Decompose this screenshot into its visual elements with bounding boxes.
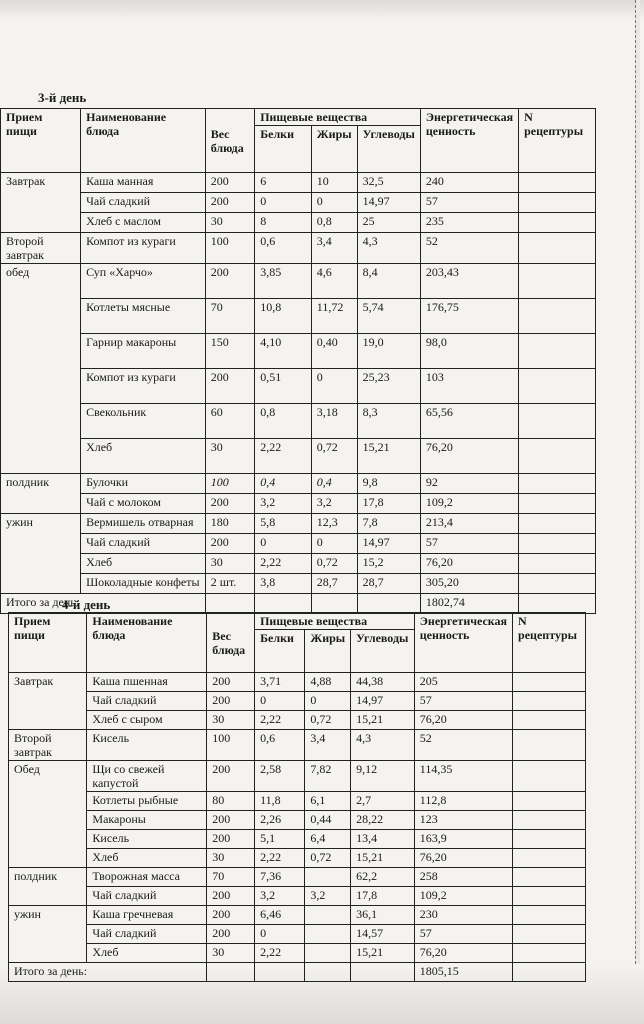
protein-value: 2,22 <box>255 711 305 730</box>
fat-value: 0,72 <box>311 439 357 474</box>
dish-weight: 100 <box>207 730 255 761</box>
protein-value: 0,6 <box>255 233 312 264</box>
carbs-value: 15,21 <box>351 849 415 868</box>
fat-value: 3,4 <box>311 233 357 264</box>
energy-value: 65,56 <box>420 404 518 439</box>
fat-value: 11,72 <box>311 299 357 334</box>
header-recipe: N рецептуры <box>519 109 596 173</box>
day-3-title: 3-й день <box>38 90 87 105</box>
carbs-value: 28,22 <box>351 811 415 830</box>
energy-value: 52 <box>414 730 512 761</box>
carbs-value: 15,21 <box>357 439 420 474</box>
protein-value: 5,1 <box>255 830 305 849</box>
carbs-value: 44,38 <box>351 673 415 692</box>
fat-value: 6,1 <box>305 792 351 811</box>
carbs-value: 7,8 <box>357 514 420 534</box>
fat-value: 3,18 <box>311 404 357 439</box>
table-row <box>1 299 596 334</box>
recipe-number <box>519 369 596 404</box>
energy-value: 163,9 <box>414 830 512 849</box>
protein-value: 0,4 <box>255 474 312 494</box>
table-row <box>9 944 586 963</box>
dish-name: Булочки <box>81 474 206 494</box>
dish-name: Чай сладкий <box>87 887 207 906</box>
energy-value: 98,0 <box>420 334 518 369</box>
dish-weight: 80 <box>207 792 255 811</box>
fat-value: 0,44 <box>305 811 351 830</box>
dish-name: Свекольник <box>81 404 206 439</box>
carbs-value: 14,97 <box>351 692 415 711</box>
meal-name: Обед <box>9 761 87 868</box>
protein-value: 0,8 <box>255 404 312 439</box>
carbs-value: 32,5 <box>357 173 420 193</box>
dish-weight: 200 <box>205 173 254 193</box>
energy-value: 76,20 <box>414 849 512 868</box>
dish-name: Гарнир макароны <box>81 334 206 369</box>
carbs-value: 62,2 <box>351 868 415 887</box>
meal-name: обед <box>1 264 81 474</box>
dish-name: Хлеб с сыром <box>87 711 207 730</box>
energy-value: 205 <box>414 673 512 692</box>
recipe-number <box>513 906 586 925</box>
recipe-number <box>513 711 586 730</box>
dish-name: Каша пшенная <box>87 673 207 692</box>
header-meal: Прием пищи <box>9 613 87 673</box>
dish-name: Суп «Харчо» <box>81 264 206 299</box>
protein-value: 8 <box>255 213 312 233</box>
protein-value: 3,85 <box>255 264 312 299</box>
table-row <box>9 887 586 906</box>
dish-name: Компот из кураги <box>81 233 206 264</box>
total-energy: 1802,74 <box>420 594 518 614</box>
carbs-value: 17,8 <box>351 887 415 906</box>
fat-value: 0,4 <box>311 474 357 494</box>
recipe-number <box>513 730 586 761</box>
protein-value: 6 <box>255 173 312 193</box>
fat-value: 4,6 <box>311 264 357 299</box>
protein-value: 0,51 <box>255 369 312 404</box>
energy-value: 92 <box>420 474 518 494</box>
recipe-number <box>519 193 596 213</box>
table-row <box>9 692 586 711</box>
energy-value: 57 <box>420 534 518 554</box>
recipe-number <box>513 830 586 849</box>
empty-cell <box>305 963 351 982</box>
dish-weight: 30 <box>207 711 255 730</box>
table-row <box>1 514 596 534</box>
energy-value: 109,2 <box>414 887 512 906</box>
page-top-shadow <box>0 0 644 20</box>
table-row <box>1 334 596 369</box>
dish-name: Каша гречневая <box>87 906 207 925</box>
empty-cell <box>357 594 420 614</box>
energy-value: 203,43 <box>420 264 518 299</box>
header-protein: Белки <box>255 126 312 173</box>
total-row <box>9 963 586 982</box>
energy-value: 76,20 <box>420 439 518 474</box>
table-row <box>1 494 596 514</box>
protein-value: 11,8 <box>255 792 305 811</box>
table-row <box>1 439 596 474</box>
dish-weight: 200 <box>207 692 255 711</box>
empty-cell <box>255 594 312 614</box>
carbs-value: 2,7 <box>351 792 415 811</box>
meal-name: Второй завтрак <box>1 233 81 264</box>
recipe-number <box>513 849 586 868</box>
recipe-number <box>519 474 596 494</box>
energy-value: 112,8 <box>414 792 512 811</box>
energy-value: 240 <box>420 173 518 193</box>
day-3-menu-table <box>0 108 596 614</box>
header-energy: Энергетическая ценность <box>414 613 512 673</box>
recipe-number <box>519 574 596 594</box>
protein-value: 2,22 <box>255 849 305 868</box>
dish-name: Макароны <box>87 811 207 830</box>
table-row <box>1 574 596 594</box>
recipe-number <box>513 925 586 944</box>
table-row <box>1 534 596 554</box>
carbs-value: 15,21 <box>351 944 415 963</box>
carbs-value: 14,57 <box>351 925 415 944</box>
dish-name: Чай сладкий <box>87 925 207 944</box>
dish-weight: 30 <box>205 213 254 233</box>
dish-name: Чай сладкий <box>87 692 207 711</box>
carbs-value: 9,12 <box>351 761 415 792</box>
table-row <box>9 711 586 730</box>
table-row <box>1 264 596 299</box>
table-row <box>1 554 596 574</box>
fat-value: 4,88 <box>305 673 351 692</box>
header-dish: Наименование блюда <box>87 613 207 673</box>
protein-value: 3,2 <box>255 887 305 906</box>
protein-value: 10,8 <box>255 299 312 334</box>
header-row <box>9 613 586 630</box>
protein-value: 3,8 <box>255 574 312 594</box>
recipe-number <box>519 173 596 193</box>
carbs-value: 14,97 <box>357 534 420 554</box>
table-row <box>9 761 586 792</box>
meal-name: Завтрак <box>1 173 81 233</box>
protein-value: 6,46 <box>255 906 305 925</box>
table-row <box>1 233 596 264</box>
dish-name: Чай сладкий <box>81 534 206 554</box>
recipe-number <box>513 673 586 692</box>
recipe-number <box>519 213 596 233</box>
table-row <box>9 673 586 692</box>
recipe-number <box>519 534 596 554</box>
energy-value: 213,4 <box>420 514 518 534</box>
carbs-value: 5,74 <box>357 299 420 334</box>
table-row <box>9 792 586 811</box>
dish-name: Чай сладкий <box>81 193 206 213</box>
day-4-menu-table <box>8 612 586 982</box>
energy-value: 258 <box>414 868 512 887</box>
carbs-value: 4,3 <box>351 730 415 761</box>
table-row <box>9 830 586 849</box>
protein-value: 0 <box>255 925 305 944</box>
dish-weight: 200 <box>205 369 254 404</box>
header-nutrients: Пищевые вещества <box>255 109 421 126</box>
protein-value: 2,22 <box>255 439 312 474</box>
protein-value: 5,8 <box>255 514 312 534</box>
protein-value: 3,71 <box>255 673 305 692</box>
carbs-value: 25 <box>357 213 420 233</box>
recipe-number <box>513 692 586 711</box>
dish-weight: 30 <box>205 439 254 474</box>
header-protein: Белки <box>255 630 305 673</box>
fat-value: 0,40 <box>311 334 357 369</box>
carbs-value: 9,8 <box>357 474 420 494</box>
energy-value: 57 <box>420 193 518 213</box>
energy-value: 76,20 <box>414 944 512 963</box>
dish-weight: 200 <box>207 673 255 692</box>
fat-value: 0,72 <box>311 554 357 574</box>
meal-name: Второй завтрак <box>9 730 87 761</box>
header-energy: Энергетическая ценность <box>420 109 518 173</box>
dish-name: Шоколадные конфеты <box>81 574 206 594</box>
fat-value: 0 <box>311 369 357 404</box>
fat-value: 3,2 <box>311 494 357 514</box>
dish-name: Каша манная <box>81 173 206 193</box>
total-energy: 1805,15 <box>414 963 512 982</box>
energy-value: 57 <box>414 692 512 711</box>
total-label: Итого за день: <box>9 963 207 982</box>
dish-name: Творожная масса <box>87 868 207 887</box>
energy-value: 176,75 <box>420 299 518 334</box>
protein-value: 0 <box>255 692 305 711</box>
empty-cell <box>351 963 415 982</box>
dish-name: Хлеб <box>87 849 207 868</box>
meal-name: полдник <box>1 474 81 514</box>
header-carbs: Углеводы <box>357 126 420 173</box>
recipe-number <box>519 404 596 439</box>
energy-value: 76,20 <box>414 711 512 730</box>
dish-name: Компот из кураги <box>81 369 206 404</box>
recipe-number <box>519 334 596 369</box>
fat-value: 0 <box>311 534 357 554</box>
total-label: Итого за день: <box>1 594 206 614</box>
table-row <box>9 849 586 868</box>
recipe-number <box>513 868 586 887</box>
dish-name: Хлеб <box>81 439 206 474</box>
protein-value: 3,2 <box>255 494 312 514</box>
protein-value: 0 <box>255 193 312 213</box>
dish-name: Кисель <box>87 730 207 761</box>
fat-value: 3,4 <box>305 730 351 761</box>
dish-weight: 200 <box>205 193 254 213</box>
empty-cell <box>255 963 305 982</box>
protein-value: 2,58 <box>255 761 305 792</box>
recipe-number <box>519 439 596 474</box>
dish-name: Хлеб <box>81 554 206 574</box>
empty-cell <box>311 594 357 614</box>
dish-weight: 100 <box>205 233 254 264</box>
header-row <box>1 109 596 126</box>
fat-value: 12,3 <box>311 514 357 534</box>
dish-weight: 200 <box>207 906 255 925</box>
recipe-number <box>513 792 586 811</box>
dish-weight: 200 <box>207 925 255 944</box>
carbs-value: 15,2 <box>357 554 420 574</box>
table-row <box>1 193 596 213</box>
carbs-value: 17,8 <box>357 494 420 514</box>
page-edge <box>635 0 640 1024</box>
table-row <box>9 811 586 830</box>
fat-value <box>305 925 351 944</box>
dish-weight: 30 <box>205 554 254 574</box>
dish-name: Кисель <box>87 830 207 849</box>
protein-value: 2,26 <box>255 811 305 830</box>
carbs-value: 15,21 <box>351 711 415 730</box>
header-fat: Жиры <box>305 630 351 673</box>
header-dish: Наименование блюда <box>81 109 206 173</box>
table-row <box>1 173 596 193</box>
energy-value: 114,35 <box>414 761 512 792</box>
dish-name: Хлеб с маслом <box>81 213 206 233</box>
protein-value: 0 <box>255 534 312 554</box>
empty-cell <box>207 963 255 982</box>
energy-value: 109,2 <box>420 494 518 514</box>
carbs-value: 8,4 <box>357 264 420 299</box>
fat-value <box>305 906 351 925</box>
dish-weight: 70 <box>207 868 255 887</box>
table-row <box>9 906 586 925</box>
fat-value <box>305 944 351 963</box>
carbs-value: 4,3 <box>357 233 420 264</box>
fat-value: 6,4 <box>305 830 351 849</box>
recipe-number <box>513 811 586 830</box>
energy-value: 230 <box>414 906 512 925</box>
dish-name: Хлеб <box>87 944 207 963</box>
fat-value: 0,72 <box>305 849 351 868</box>
recipe-number <box>513 887 586 906</box>
carbs-value: 19,0 <box>357 334 420 369</box>
dish-weight: 200 <box>207 830 255 849</box>
protein-value: 4,10 <box>255 334 312 369</box>
energy-value: 76,20 <box>420 554 518 574</box>
recipe-number <box>519 299 596 334</box>
recipe-number <box>513 944 586 963</box>
energy-value: 123 <box>414 811 512 830</box>
dish-weight: 200 <box>205 494 254 514</box>
dish-name: Чай с молоком <box>81 494 206 514</box>
carbs-value: 28,7 <box>357 574 420 594</box>
protein-value: 7,36 <box>255 868 305 887</box>
recipe-number <box>519 514 596 534</box>
dish-weight: 70 <box>205 299 254 334</box>
carbs-value: 13,4 <box>351 830 415 849</box>
fat-value: 28,7 <box>311 574 357 594</box>
energy-value: 52 <box>420 233 518 264</box>
fat-value: 0,8 <box>311 213 357 233</box>
table-row <box>9 925 586 944</box>
recipe-number <box>519 233 596 264</box>
table-row <box>9 730 586 761</box>
fat-value: 0,72 <box>305 711 351 730</box>
fat-value: 0 <box>311 193 357 213</box>
empty-cell <box>519 594 596 614</box>
meal-name: Завтрак <box>9 673 87 730</box>
table-row <box>1 369 596 404</box>
dish-name: Щи со свежей капустой <box>87 761 207 792</box>
meal-name: ужин <box>9 906 87 963</box>
header-nutrients: Пищевые вещества <box>255 613 415 630</box>
header-carbs: Углеводы <box>351 630 415 673</box>
fat-value: 0 <box>305 692 351 711</box>
dish-weight: 30 <box>207 944 255 963</box>
carbs-value: 36,1 <box>351 906 415 925</box>
dish-weight: 200 <box>207 887 255 906</box>
header-fat: Жиры <box>311 126 357 173</box>
dish-weight: 200 <box>205 264 254 299</box>
header-weight: Вес блюда <box>205 109 254 173</box>
recipe-number <box>519 494 596 514</box>
protein-value: 2,22 <box>255 554 312 574</box>
recipe-number <box>519 554 596 574</box>
fat-value: 10 <box>311 173 357 193</box>
empty-cell <box>205 594 254 614</box>
dish-weight: 150 <box>205 334 254 369</box>
dish-weight: 180 <box>205 514 254 534</box>
dish-weight: 200 <box>207 761 255 792</box>
table-row <box>9 868 586 887</box>
energy-value: 103 <box>420 369 518 404</box>
header-weight: Вес блюда <box>207 613 255 673</box>
day-4-title: 4-й день <box>62 597 111 612</box>
protein-value: 2,22 <box>255 944 305 963</box>
dish-weight: 200 <box>207 811 255 830</box>
table-row <box>1 213 596 233</box>
carbs-value: 14,97 <box>357 193 420 213</box>
dish-weight: 200 <box>205 534 254 554</box>
fat-value: 3,2 <box>305 887 351 906</box>
protein-value: 0,6 <box>255 730 305 761</box>
dish-name: Котлеты мясные <box>81 299 206 334</box>
dish-weight: 2 шт. <box>205 574 254 594</box>
header-recipe: N рецептуры <box>513 613 586 673</box>
dish-weight: 100 <box>205 474 254 494</box>
carbs-value: 25,23 <box>357 369 420 404</box>
energy-value: 305,20 <box>420 574 518 594</box>
meal-name: полдник <box>9 868 87 906</box>
meal-name: ужин <box>1 514 81 594</box>
dish-name: Котлеты рыбные <box>87 792 207 811</box>
empty-cell <box>513 963 586 982</box>
dish-weight: 60 <box>205 404 254 439</box>
table-row <box>1 474 596 494</box>
fat-value <box>305 868 351 887</box>
dish-weight: 30 <box>207 849 255 868</box>
header-meal: Прием пищи <box>1 109 81 173</box>
energy-value: 57 <box>414 925 512 944</box>
carbs-value: 8,3 <box>357 404 420 439</box>
fat-value: 7,82 <box>305 761 351 792</box>
recipe-number <box>513 761 586 792</box>
energy-value: 235 <box>420 213 518 233</box>
dish-name: Вермишель отварная <box>81 514 206 534</box>
recipe-number <box>519 264 596 299</box>
table-row <box>1 404 596 439</box>
